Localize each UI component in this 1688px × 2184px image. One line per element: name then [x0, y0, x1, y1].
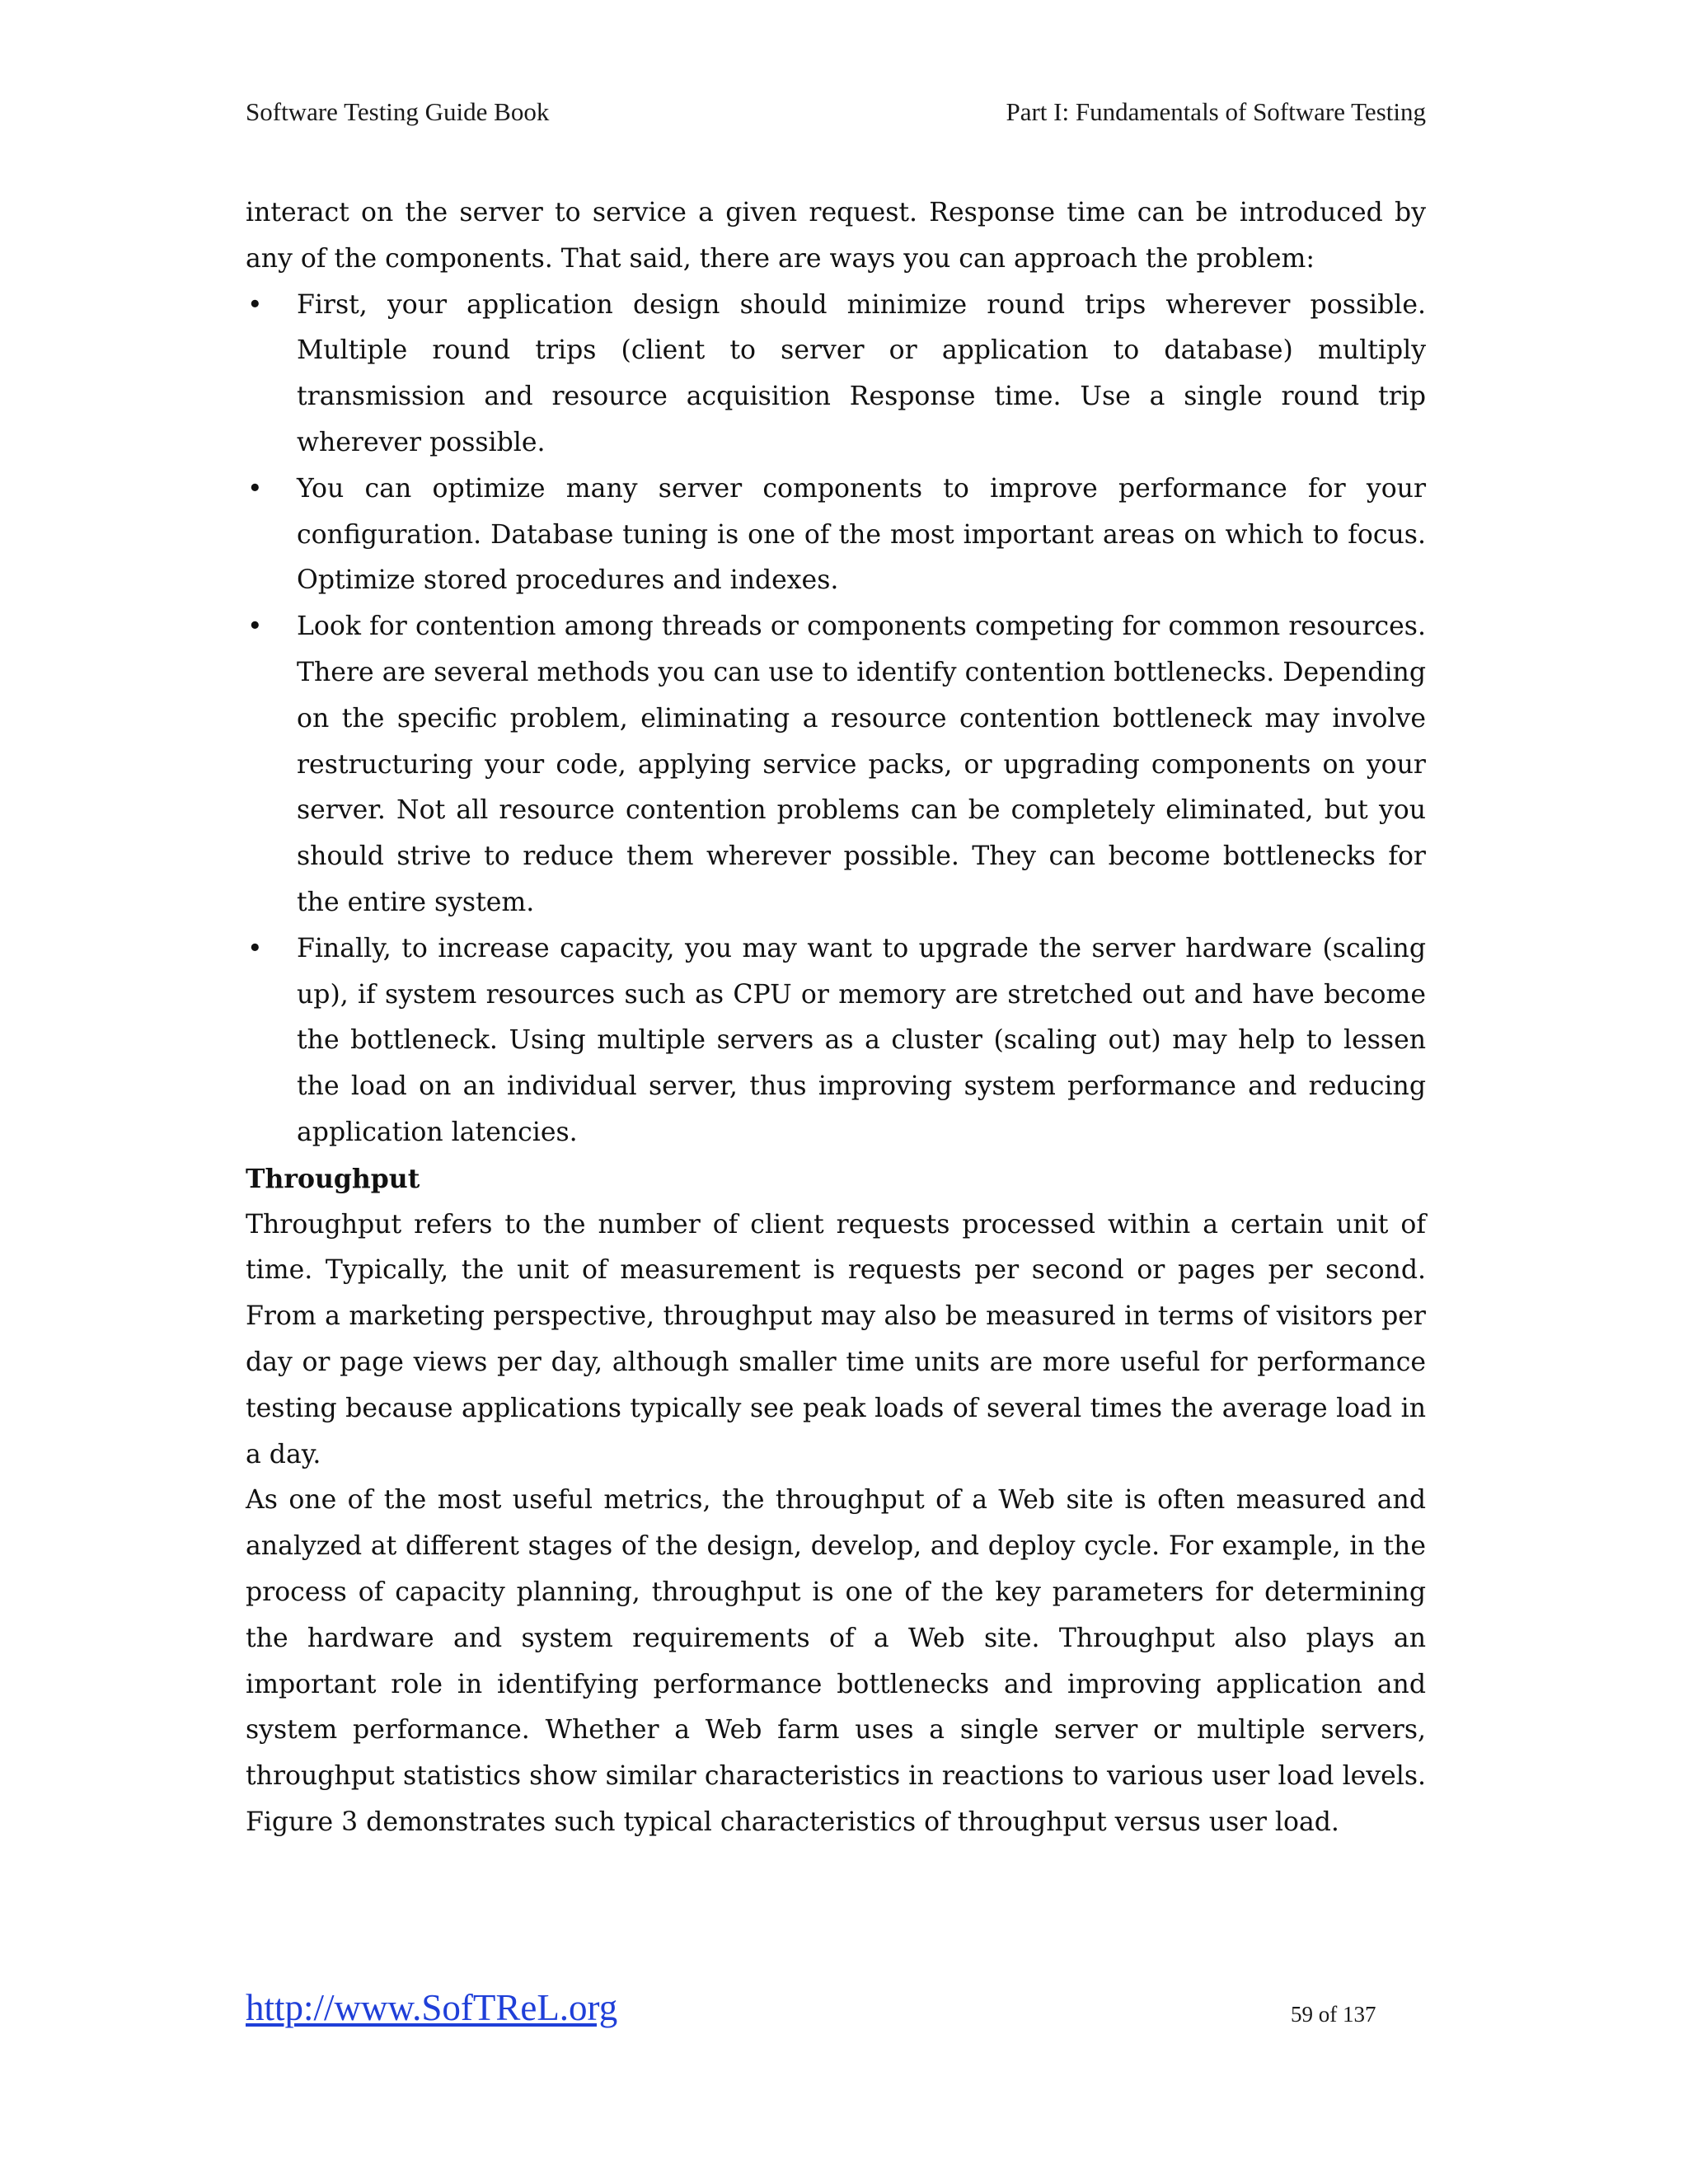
throughput-metrics-paragraph: As one of the most useful metrics, the throughput of a Web site is often measured and analyzed at different stages of the design, develop, and deploy cycle. For example, in the process of capacity planning, throughput is one of the key parameters for determining the hardware and system requirements of a Web site. Throughput also plays an important role in identifying performance bottlenecks and improving application and system performance. Whether a Web farm uses a single server or multiple servers, throughput statistics show similar characteristics in reactions to various user load levels. Figure 3 demonstrates such typical characteristics of throughput versus user load.	[246, 1485, 1426, 1837]
list-item-text: First, your application design should minimize round trips wherever possible. Multiple round trips (client to server or application to database) multiply transmission and resource acquisition Response time. Use a single round trip wherever possible.	[297, 289, 1426, 457]
header-part-title: Part I: Fundamentals of Software Testing	[1006, 97, 1426, 126]
section-heading: Throughput	[246, 1163, 420, 1194]
list-item	[246, 604, 1426, 926]
list-item-text: You can optimize many server components to improve performance for your configuration. Database tuning is one of the most important areas on which to focus. Optimize stored procedures and indexes.	[297, 473, 1426, 596]
running-header	[246, 96, 1426, 129]
page-content	[246, 190, 1426, 1846]
page-number: 59 of 137	[1291, 2002, 1376, 2027]
bullet-icon: •	[247, 612, 263, 642]
throughput-definition-paragraph: Throughput refers to the number of client requests processed within a certain unit of time. Typically, the unit of measurement is requests per second or pages per second. From a marketing perspective, throughput may also be measured in terms of visitors per day or page views per day, although smaller time units are more useful for performance testing because applications typically see peak loads of several times the average load in a day.	[246, 1209, 1426, 1469]
bullet-list	[246, 283, 1426, 1156]
header-book-title: Software Testing Guide Book	[246, 97, 550, 126]
intro-paragraph: interact on the server to service a given request. Response time can be introduced by any of the components. That said, there are ways you can approach the problem:	[246, 198, 1426, 274]
bullet-icon: •	[247, 933, 263, 963]
list-item-text: Look for contention among threads or components competing for common resources. There are several methods you can use to identify contention bottlenecks. Depending on the specific problem, eliminating a resource contention bottleneck may involve restructuring your code, applying service packs, or upgrading components on your server. Not all resource contention problems can be completely eliminated, but you should strive to reduce them wherever possible. They can become bottlenecks for the entire system.	[297, 612, 1426, 917]
list-item	[246, 926, 1426, 1156]
list-item	[246, 283, 1426, 466]
list-item	[246, 466, 1426, 604]
bullet-icon: •	[247, 473, 263, 504]
website-link[interactable]: http://www.SofTReL.org	[246, 1987, 618, 2028]
list-item-text: Finally, to increase capacity, you may want to upgrade the server hardware (scaling up), if system resources such as CPU or memory are stretched out and have become the bottleneck. Using multiple servers as a cluster (scaling out) may help to lessen the load on an individual server, thus improving system performance and reducing application latencies.	[297, 933, 1426, 1147]
bullet-icon: •	[247, 289, 263, 320]
